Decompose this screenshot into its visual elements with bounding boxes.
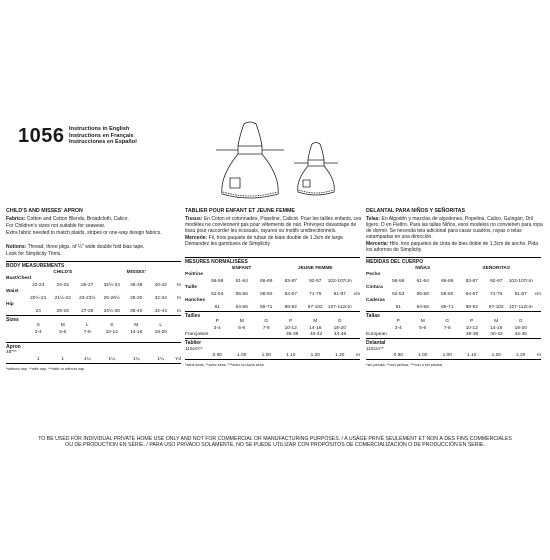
table-row: 52-53 55-56 58-60 64-67 71-76 81-87 cm <box>211 291 360 297</box>
instruction-languages <box>69 126 137 146</box>
table-section-header: Apron <box>6 342 181 350</box>
instr-spanish: Instrucciones en Español <box>69 139 137 146</box>
table-row: 0.90 1.00 1.00 1.10 1.20 1.20 m <box>212 353 360 358</box>
english-notions-2: Look for Simplicity Trims. <box>6 251 62 257</box>
spanish-column <box>366 208 543 368</box>
table-row: 52-53 55-56 58-60 64-67 71-76 81-87 cm <box>392 291 541 297</box>
table-row-label: 45"** <box>6 350 17 355</box>
french-measurement-table <box>185 257 360 360</box>
spanish-fabrics: Telas: En Algodón y mezclas de algodones, Popelina, Calico, Guingán, Dril ligero. D en Fieltro. Para las tallas Niños, esos modelos no convienen para ropa de dormir. Se necesita tela adicional para casar cuadros, rayas o telas estampadas en una dirección. <box>366 216 543 240</box>
french-title: TABLIER POUR ENFANT ET JEUNE FEMME <box>185 208 295 214</box>
english-fabrics-2: For Children's sizes not suitable for seawear. <box>6 223 106 229</box>
english-fabrics-3: Extra fabric needed to match plaids, stripes or one-way design fabrics. <box>6 230 162 236</box>
french-notions: Mercerie: Fil, trois paquets de ruban de biais double de 1.3cm de large. Demandez les garnitures de Simplicity <box>185 235 345 247</box>
pattern-number: 1056 <box>18 125 65 147</box>
table-group-row: ENFANT JEUNE FEMME <box>232 265 333 271</box>
table-row: European 36-38 40-42 44-46 <box>366 332 527 337</box>
french-footnote: *sans sens, **avec sens, ***avec ou sans sens <box>185 363 264 367</box>
english-column <box>6 208 183 372</box>
table-row: 56-58 61-64 66-69 83-87 92-97 102-107cm <box>211 278 352 284</box>
table-row-label: Poitrine <box>185 272 203 277</box>
usage-disclaimer <box>0 436 550 449</box>
spanish-measurement-table <box>366 257 541 360</box>
table-row: Françaises 36-38 40-42 44-46 <box>185 332 347 337</box>
english-title: CHILD'S AND MISSES' APRON <box>6 208 83 214</box>
table-row-label: Hanches <box>185 298 205 303</box>
apron-line-drawing <box>206 120 356 202</box>
french-column <box>185 208 362 368</box>
table-row: 0.90 1.00 1.00 1.10 1.20 1.20 m <box>393 353 541 358</box>
table-row-label: Pecho <box>366 272 381 277</box>
table-row: 3-4 5-6 7-8 10-12 14-16 18-20 <box>213 325 346 331</box>
table-row-label: Taille <box>185 285 197 290</box>
table-group-row: NIÑAS SEÑORITAS <box>415 265 511 271</box>
table-row-label: Cintura <box>366 285 383 290</box>
spanish-title: DELANTAL PARA NIÑOS Y SEÑORITAS <box>366 208 465 214</box>
table-row: S M L S M L <box>36 323 163 328</box>
table-row: 24 25-26 27-28 34½-36 38-40 42-44 In <box>35 308 181 314</box>
english-notions: Notions: Thread, three pkgs. of ¼" wide double fold bias tape. <box>6 244 145 250</box>
table-row: 20½-21 21½-22 23-23½ 25-26½ 28-30 32-34 In <box>30 295 181 301</box>
table-section-header: Sizes <box>6 315 181 323</box>
disclaimer-line-2: OU DE PRODUCTION EN SÉRIE. / PARA USO PRIVADO SOLAMENTE, NO SE PUEDE UTILIZAR CON PROPÓSITOS DE COMERCIALIZACIÓN O DE PRODUCCIÓN EN SERIE. <box>65 442 485 449</box>
table-row: 3-4 5-6 7-8 10-12 14-16 18-20 <box>394 325 527 331</box>
child-apron-drawing <box>294 143 338 196</box>
table-row: P M G P M G <box>396 319 523 324</box>
table-section-header: Tailles <box>185 311 360 319</box>
table-row-label: 115cm** <box>185 346 203 352</box>
table-row-label: Hip <box>6 302 14 307</box>
english-fabrics: Fabrics: Cotton and Cotton Blends, Broadcloth, Calico. <box>6 216 129 222</box>
table-row-label: Waist <box>6 289 19 294</box>
spanish-footnote: *sin pelusa, **con pelusa, ***con o sin pelusa <box>366 363 442 367</box>
misses-apron-drawing <box>216 122 284 198</box>
table-row: 56-58 61-64 66-69 83-87 92-97 102-107cm <box>392 278 533 284</box>
table-row: 1 1 1¼ 1¼ 1¼ 1¼ Yd <box>36 356 181 362</box>
spanish-notions: Mercería: Hilo, tres paquetes de cinta de bies doble de 1.3cm de ancho. Pida los adornos de Simplicity <box>366 241 539 253</box>
english-footnote: *without nap, **with nap, ***with or without nap <box>6 366 85 371</box>
english-measurement-table <box>6 261 181 364</box>
table-section-header: Tablier <box>185 338 360 346</box>
table-row-label: Bust/Chest <box>6 276 32 281</box>
instr-french: Instructions en Français <box>69 132 134 139</box>
table-group-row: CHILD'S MISSES' <box>53 269 146 275</box>
table-row: 22-23 24-25 26-27 32½-34 36-38 40-42 In <box>32 282 181 288</box>
instr-english: Instructions in English <box>69 126 130 132</box>
table-section-header: Tallas <box>366 311 541 319</box>
table-row: P M G P M G <box>215 319 342 324</box>
table-row-label: Caderas <box>366 298 385 303</box>
french-fabrics: Tissus: En Coton et cotonnades, Popeline, Calicot. Pour les tailles enfants, ces modèles ne conviennent pas pour vêtements de nuit. Prévoyez davantage de tissu pour raccorder les écossais, rayures ou motifs unidirectionnels. <box>185 216 362 234</box>
table-section-header: BODY MEASUREMENTS <box>6 263 65 269</box>
table-row-label: 115cm** <box>366 346 384 352</box>
table-section-header: MESURES NORMALISÉES <box>185 259 248 265</box>
table-row: 61 64-66 69-71 88-92 97-102 107-112cm <box>214 304 352 310</box>
table-section-header: MEDIDAS DEL CUERPO <box>366 259 424 265</box>
table-row: 3-4 5-6 7-8 10-12 14-16 18-20 <box>34 329 167 335</box>
disclaimer-line-1: TO BE USED FOR INDIVIDUAL PRIVATE HOME USE ONLY AND NOT FOR COMMERCIAL OR MANUFACTURING PURPOSES. / A USAGE PRIVÉ SEULEMENT ET NON À DES FINS COMMERCIALES <box>38 436 512 442</box>
table-section-header: Delantal <box>366 338 541 346</box>
table-row: 61 64-66 69-71 88-92 97-102 107-112cm <box>395 304 533 310</box>
